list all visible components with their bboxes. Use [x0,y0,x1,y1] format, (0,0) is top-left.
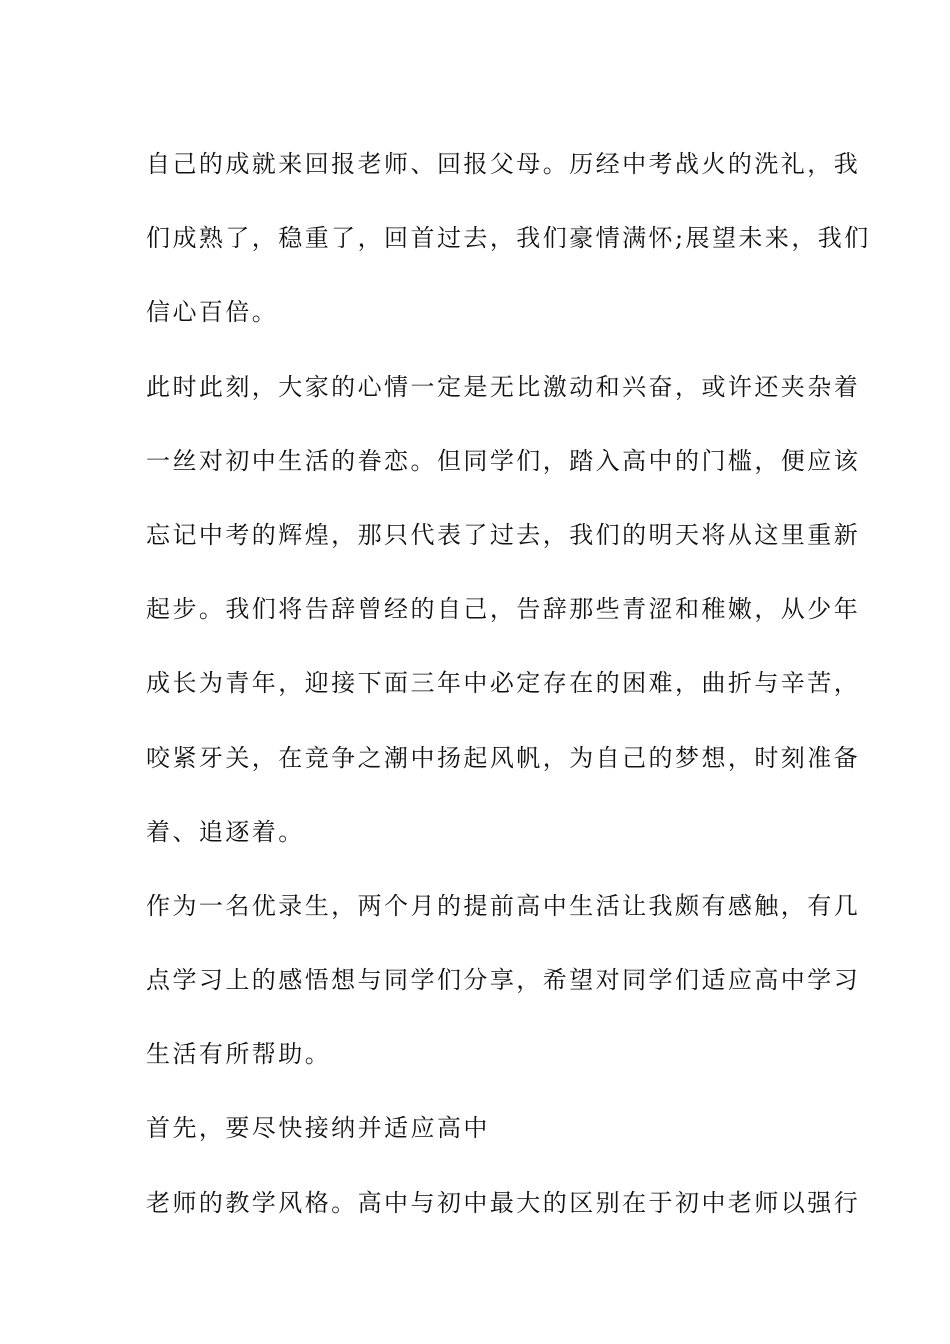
text-line: 一丝对初中生活的眷恋。但同学们，踏入高中的门槛，便应该 [146,446,861,475]
text-line: 首先，要尽快接纳并适应高中 [146,1114,490,1143]
document-body [146,150,871,1265]
text-line: 此时此刻，大家的心情一定是无比激动和兴奋，或许还夹杂着 [146,372,861,401]
text-line: 成长为青年，迎接下面三年中必定存在的困难，曲折与辛苦， [146,669,861,698]
text-line: 忘记中考的辉煌，那只代表了过去，我们的明天将从这里重新 [146,520,861,549]
text-line: 咬紧牙关，在竞争之潮中扬起风帆，为自己的梦想，时刻准备 [146,743,861,772]
text-line: 们成熟了，稳重了，回首过去，我们豪情满怀;展望未来，我们 [146,224,871,253]
text-line: 起步。我们将告辞曾经的自己，告辞那些青涩和稚嫩，从少年 [146,595,861,624]
text-line: 生活有所帮助。 [146,1040,332,1069]
text-line: 自己的成就来回报老师、回报父母。历经中考战火的洗礼，我 [146,150,861,178]
text-line: 点学习上的感悟想与同学们分享，希望对同学们适应高中学习 [146,966,861,995]
text-line: 信心百倍。 [146,298,279,327]
text-line: 老师的教学风格。高中与初中最大的区别在于初中老师以强行 [146,1188,861,1217]
text-line: 作为一名优录生，两个月的提前高中生活让我颇有感触，有几 [146,891,861,920]
text-line: 着、追逐着。 [146,817,305,846]
